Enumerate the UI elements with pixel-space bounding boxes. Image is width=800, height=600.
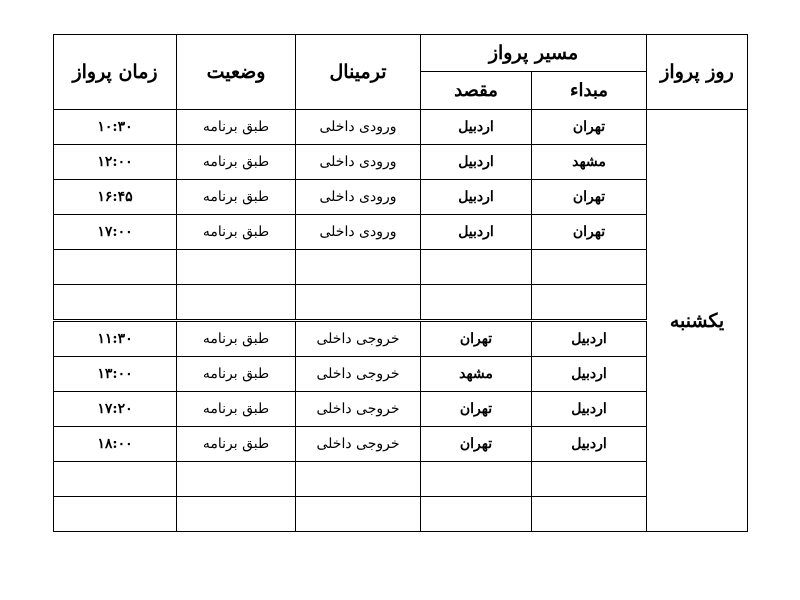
status-cell xyxy=(177,285,296,321)
origin-cell: تهران xyxy=(532,215,647,250)
status-cell: طبق برنامه xyxy=(177,427,296,462)
schedule-body xyxy=(54,110,748,532)
terminal-cell xyxy=(296,250,421,285)
status-cell: طبق برنامه xyxy=(177,180,296,215)
header-destination: مقصد xyxy=(421,72,532,110)
table-row xyxy=(54,145,748,180)
time-cell: ۱۶:۴۵ xyxy=(54,180,177,215)
table-row xyxy=(54,285,748,321)
time-cell: ۱۰:۳۰ xyxy=(54,110,177,145)
table-row xyxy=(54,321,748,357)
terminal-cell xyxy=(296,497,421,532)
terminal-cell: خروجی داخلی xyxy=(296,321,421,357)
table-row xyxy=(54,392,748,427)
origin-cell: اردبیل xyxy=(532,357,647,392)
status-cell xyxy=(177,462,296,497)
time-cell: ۱۷:۰۰ xyxy=(54,215,177,250)
origin-cell: اردبیل xyxy=(532,321,647,357)
destination-cell: اردبیل xyxy=(421,180,532,215)
table-row xyxy=(54,110,748,145)
terminal-cell: خروجی داخلی xyxy=(296,392,421,427)
origin-cell: تهران xyxy=(532,180,647,215)
table-row xyxy=(54,357,748,392)
destination-cell xyxy=(421,462,532,497)
status-cell: طبق برنامه xyxy=(177,215,296,250)
destination-cell: اردبیل xyxy=(421,145,532,180)
table-row xyxy=(54,180,748,215)
origin-cell: مشهد xyxy=(532,145,647,180)
day-cell: یکشنبه xyxy=(647,110,748,532)
destination-cell: تهران xyxy=(421,392,532,427)
status-cell: طبق برنامه xyxy=(177,357,296,392)
header-origin: مبداء xyxy=(532,72,647,110)
terminal-cell: ورودی داخلی xyxy=(296,110,421,145)
header-flight-time: زمان پرواز xyxy=(54,35,177,110)
time-cell xyxy=(54,285,177,321)
time-cell: ۱۱:۳۰ xyxy=(54,321,177,357)
table-row xyxy=(54,497,748,532)
terminal-cell xyxy=(296,462,421,497)
header-flight-day: روز پرواز xyxy=(647,35,748,110)
header-status: وضعیت xyxy=(177,35,296,110)
terminal-cell: ورودی داخلی xyxy=(296,145,421,180)
destination-cell: اردبیل xyxy=(421,110,532,145)
terminal-cell xyxy=(296,285,421,321)
time-cell xyxy=(54,497,177,532)
status-cell: طبق برنامه xyxy=(177,145,296,180)
origin-cell xyxy=(532,250,647,285)
destination-cell: تهران xyxy=(421,427,532,462)
table-row xyxy=(54,462,748,497)
destination-cell xyxy=(421,285,532,321)
status-cell: طبق برنامه xyxy=(177,110,296,145)
status-cell: طبق برنامه xyxy=(177,392,296,427)
destination-cell xyxy=(421,497,532,532)
time-cell: ۱۷:۲۰ xyxy=(54,392,177,427)
table-row xyxy=(54,250,748,285)
destination-cell: مشهد xyxy=(421,357,532,392)
terminal-cell: ورودی داخلی xyxy=(296,180,421,215)
origin-cell: اردبیل xyxy=(532,427,647,462)
table-row xyxy=(54,215,748,250)
destination-cell: اردبیل xyxy=(421,215,532,250)
status-cell: طبق برنامه xyxy=(177,321,296,357)
terminal-cell: خروجی داخلی xyxy=(296,427,421,462)
header-flight-route: مسیر پرواز xyxy=(421,35,647,72)
flight-schedule-table xyxy=(53,34,748,532)
table-row xyxy=(54,427,748,462)
origin-cell xyxy=(532,462,647,497)
terminal-cell: ورودی داخلی xyxy=(296,215,421,250)
time-cell: ۱۳:۰۰ xyxy=(54,357,177,392)
origin-cell: اردبیل xyxy=(532,392,647,427)
status-cell xyxy=(177,250,296,285)
terminal-cell: خروجی داخلی xyxy=(296,357,421,392)
time-cell xyxy=(54,462,177,497)
status-cell xyxy=(177,497,296,532)
time-cell: ۱۸:۰۰ xyxy=(54,427,177,462)
destination-cell xyxy=(421,250,532,285)
origin-cell xyxy=(532,497,647,532)
origin-cell xyxy=(532,285,647,321)
time-cell: ۱۲:۰۰ xyxy=(54,145,177,180)
destination-cell: تهران xyxy=(421,321,532,357)
header-terminal: ترمینال xyxy=(296,35,421,110)
time-cell xyxy=(54,250,177,285)
origin-cell: تهران xyxy=(532,110,647,145)
